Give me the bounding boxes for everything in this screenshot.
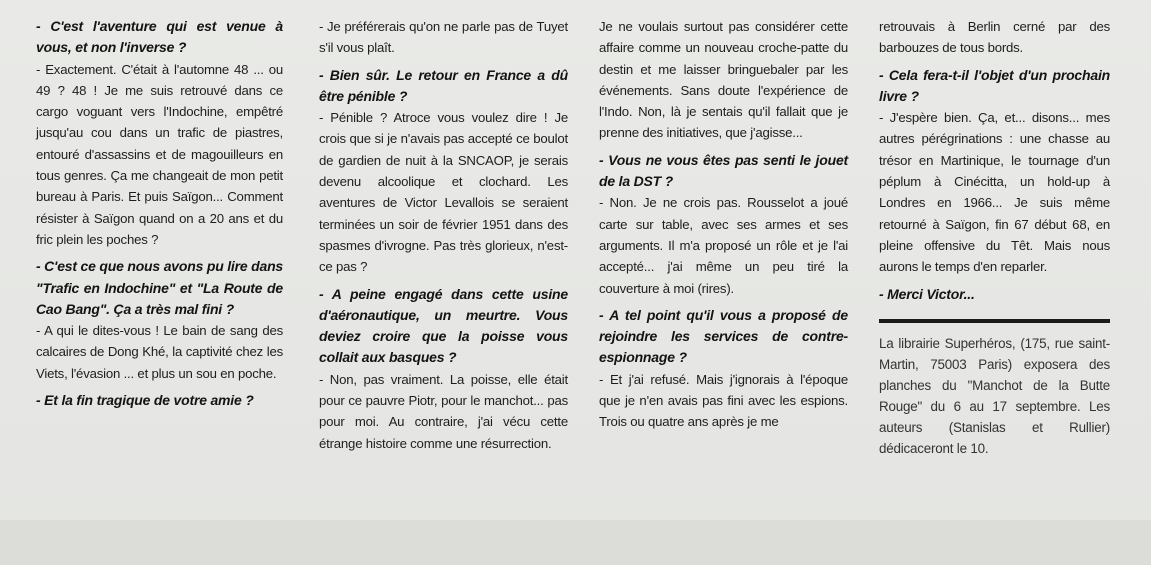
column-2 [319,16,568,454]
interview-answer: Je ne voulais surtout pas considérer cette affaire comme un nouveau croche-patte du destin et me laisser bringuebaler par les événements. Sans doute l'expérience de l'Indo. Non, là je sentais qu'il fallait que je prenne des initiatives, que j'agisse... [599,19,848,141]
interview-question: - Merci Victor... [879,285,975,302]
interview-question: - Vous ne vous êtes pas senti le jouet de la DST ? [599,151,848,190]
interview-question: - C'est ce que nous avons pu lire dans "Trafic en Indochine" et "La Route de Cao Bang". Ça a très mal fini ? [36,258,284,317]
interview-answer: - Pénible ? Atroce vous voulez dire ! Je crois que si je n'avais pas accepté ce boulot de gardien de nuit à la SNCAOP, je serais devenu alcoolique et clochard. Les aventures de Victor Levallois se seraient terminées un soir de février 1951 dans des spasmes d'ivrogne. Pas très glorieux, n'est-ce pas ? [319,110,568,275]
column-3 [599,16,848,433]
column-1 [36,16,283,411]
section-divider [879,319,1110,323]
exhibition-note: La librairie Superhéros, (175, rue saint-Martin, 75003 Paris) exposera des planches du "Manchot de la Butte Rouge" du 6 au 17 septembre. Les auteurs (Stanislas et Rullier) dédicaceront le 10. [879,335,1110,456]
interview-answer: - J'espère bien. Ça, et... disons... mes autres pérégrinations : une chasse au trésor en Martinique, le tournage d'un péplum à Cinécitta, un hold-up à Londres en 1966... Je suis même retourné à Saïgon, fin 67 début 68, en pleine offensive du Têt. Mais nous aurons le temps d'en reparler. [879,110,1110,275]
interview-answer: - Non. Je ne crois pas. Rousselot a joué carte sur table, avec ses armes et ses arguments. Il m'a proposé un rôle et je l'ai accepté... j'ai même un peu tiré la couverture à moi (rires). [599,195,848,296]
interview-question: - A tel point qu'il vous a proposé de rejoindre les services de contre-espionnage ? [599,306,848,366]
interview-answer: - Et j'ai refusé. Mais j'ignorais à l'époque que je n'en avais pas fini avec les espions. Trois ou quatre ans après je me [599,371,848,430]
page-bottom-margin [0,520,1151,565]
interview-answer: - Non, pas vraiment. La poisse, elle était pour ce pauvre Piotr, pour le manchot... pas pour moi. Au contraire, j'ai vécu cette étrange histoire comme une résurrection. [319,371,568,451]
interview-answer: retrouvais à Berlin cerné par des barbouzes de tous bords. [879,19,1110,56]
interview-answer: - Je préférerais qu'on ne parle pas de Tuyet s'il vous plaît. [319,19,568,56]
interview-question: - Cela fera-t-il l'objet d'un prochain livre ? [879,66,1110,104]
interview-question: - Et la fin tragique de votre amie ? [36,392,254,409]
interview-answer: - A qui le dites-vous ! Le bain de sang des calcaires de Dong Khé, la captivité chez les Viets, l'évasion ... et plus un sou en poche. [36,323,283,381]
interview-question: - A peine engagé dans cette usine d'aéronautique, un meurtre. Vous deviez croire que la poisse vous collait aux basques ? [319,285,568,366]
interview-answer: - Exactement. C'était à l'automne 48 ... ou 49 ? 48 ! Je me suis retrouvé dans ce cargo voguant vers l'Indochine, empêtré jusqu'au cou dans un trafic de piastres, entouré d'assassins et de magouilleurs en tous genres. Ça me changeait de mon petit bureau à Paris. Et puis Saïgon... Comment résister à Saïgon quand on a 20 ans et du fric plein les poches ? [36,61,283,247]
interview-question: - Bien sûr. Le retour en France a dû être pénible ? [319,66,568,104]
interview-question: - C'est l'aventure qui est venue à vous, et non l'inverse ? [36,18,283,56]
column-4 [879,16,1110,459]
